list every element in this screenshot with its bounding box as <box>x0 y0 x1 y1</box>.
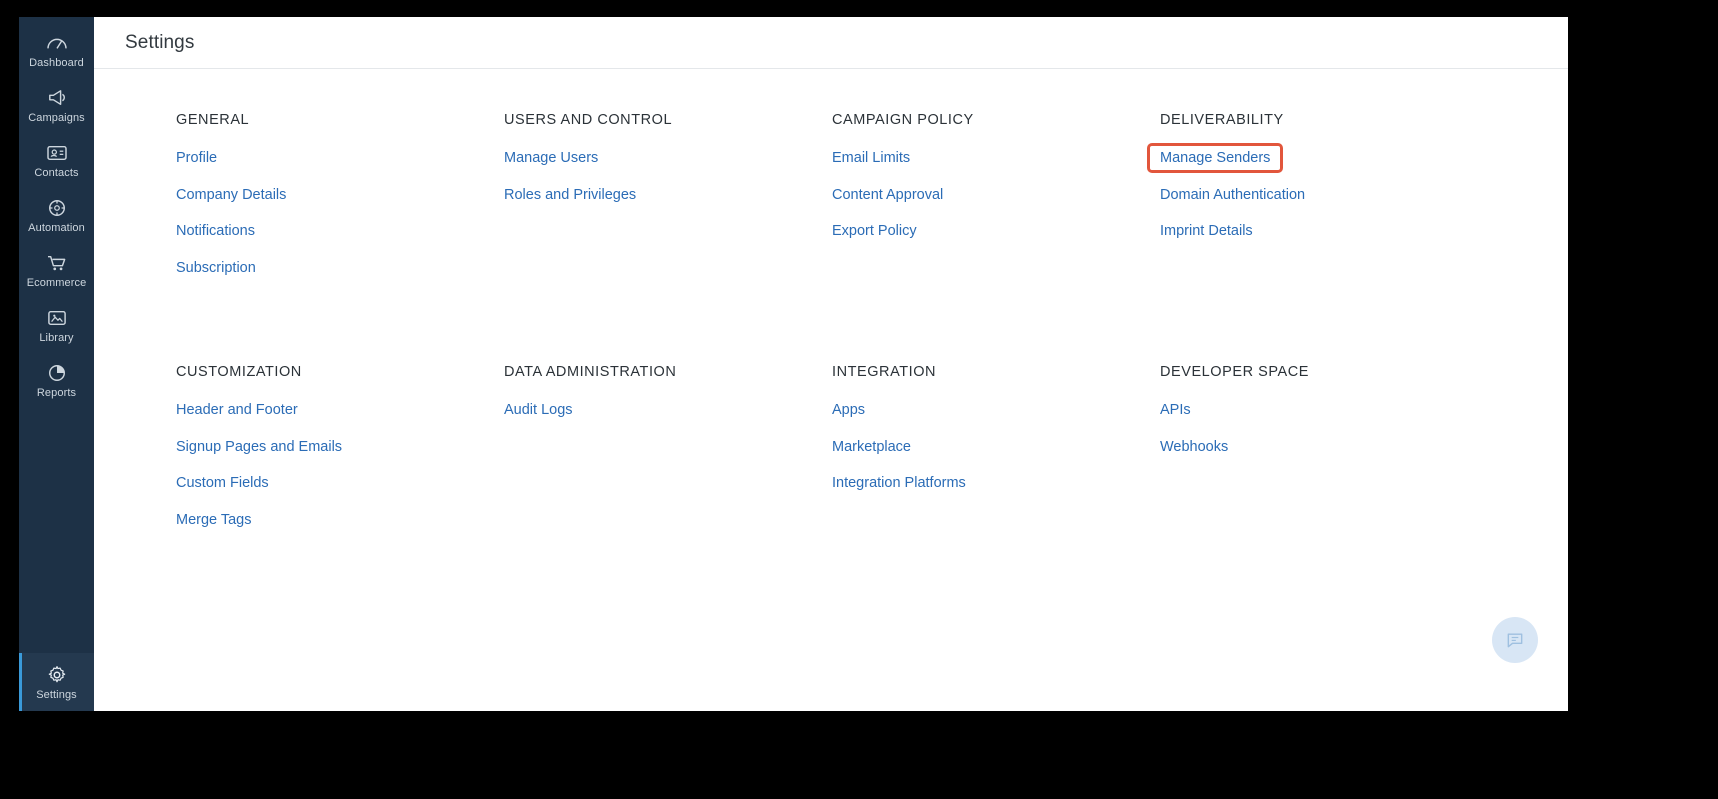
settings-group-users-and-control <box>504 112 832 326</box>
link-signup-pages-and-emails[interactable]: Signup Pages and Emails <box>176 438 343 455</box>
top-bar <box>94 17 1568 69</box>
sidebar-item-label: Campaigns <box>28 112 85 124</box>
library-icon <box>46 307 68 329</box>
group-title: GENERAL <box>176 112 250 128</box>
group-title: CAMPAIGN POLICY <box>832 112 974 128</box>
automation-icon <box>46 197 68 219</box>
main-area <box>94 17 1568 711</box>
sidebar-item-contacts[interactable] <box>19 133 94 188</box>
link-custom-fields[interactable]: Custom Fields <box>176 475 269 491</box>
sidebar-item-label: Automation <box>28 222 85 234</box>
group-links <box>1160 402 1568 475</box>
group-title: DEVELOPER SPACE <box>1160 364 1310 380</box>
app-window <box>19 17 1568 711</box>
sidebar <box>19 17 94 711</box>
group-links <box>832 402 1160 512</box>
link-subscription[interactable]: Subscription <box>176 259 256 276</box>
group-title: USERS AND CONTROL <box>504 112 673 128</box>
sidebar-item-label: Reports <box>36 387 77 399</box>
cart-icon <box>46 252 68 274</box>
group-links <box>176 150 504 296</box>
group-links <box>176 402 504 548</box>
sidebar-item-label: Ecommerce <box>26 277 87 289</box>
gear-icon <box>46 664 68 686</box>
settings-grid <box>94 112 1568 578</box>
link-company-details[interactable]: Company Details <box>176 186 287 203</box>
chat-bubble-icon[interactable] <box>1492 617 1538 663</box>
sidebar-nav <box>19 17 94 408</box>
settings-group-customization <box>176 364 504 578</box>
contact-card-icon <box>46 142 68 164</box>
sidebar-item-label: Dashboard <box>29 57 84 69</box>
settings-group-integration <box>832 364 1160 578</box>
settings-group-data-administration <box>504 364 832 578</box>
link-roles-and-privileges[interactable]: Roles and Privileges <box>504 186 637 203</box>
link-webhooks[interactable]: Webhooks <box>1160 438 1229 455</box>
link-merge-tags[interactable]: Merge Tags <box>176 511 252 528</box>
link-imprint-details[interactable]: Imprint Details <box>1160 223 1253 239</box>
group-title: DATA ADMINISTRATION <box>504 364 677 380</box>
link-domain-authentication[interactable]: Domain Authentication <box>1160 186 1306 203</box>
sidebar-item-reports[interactable] <box>19 353 94 408</box>
sidebar-item-ecommerce[interactable] <box>19 243 94 298</box>
settings-group-general <box>176 112 504 326</box>
settings-group-developer-space <box>1160 364 1568 578</box>
link-notifications[interactable]: Notifications <box>176 223 255 239</box>
link-profile[interactable]: Profile <box>176 150 218 166</box>
link-marketplace[interactable]: Marketplace <box>832 438 911 455</box>
sidebar-item-campaigns[interactable] <box>19 78 94 133</box>
group-links <box>504 402 832 439</box>
link-manage-users[interactable]: Manage Users <box>504 150 599 166</box>
group-title: DELIVERABILITY <box>1160 112 1284 128</box>
link-audit-logs[interactable]: Audit Logs <box>504 402 573 418</box>
megaphone-icon <box>46 87 68 109</box>
sidebar-footer <box>19 653 94 711</box>
settings-group-deliverability <box>1160 112 1568 326</box>
link-manage-senders[interactable]: Manage Senders <box>1150 146 1280 170</box>
pie-chart-icon <box>46 362 68 384</box>
group-links <box>1160 150 1568 260</box>
sidebar-item-label: Contacts <box>34 167 79 179</box>
group-links <box>832 150 1160 260</box>
link-header-and-footer[interactable]: Header and Footer <box>176 402 298 418</box>
group-title: INTEGRATION <box>832 364 937 380</box>
sidebar-item-label: Library <box>39 332 74 344</box>
sidebar-item-dashboard[interactable] <box>19 23 94 78</box>
settings-group-campaign-policy <box>832 112 1160 326</box>
link-content-approval[interactable]: Content Approval <box>832 186 944 203</box>
group-links <box>504 150 832 223</box>
link-apis[interactable]: APIs <box>1160 402 1191 418</box>
dashboard-icon <box>46 32 68 54</box>
group-title: CUSTOMIZATION <box>176 364 302 380</box>
page-title: Settings <box>125 31 195 53</box>
link-apps[interactable]: Apps <box>832 402 866 418</box>
link-integration-platforms[interactable]: Integration Platforms <box>832 475 966 491</box>
settings-content <box>94 69 1568 711</box>
link-export-policy[interactable]: Export Policy <box>832 223 917 239</box>
sidebar-item-library[interactable] <box>19 298 94 353</box>
sidebar-item-label: Settings <box>36 688 77 701</box>
link-email-limits[interactable]: Email Limits <box>832 150 911 166</box>
sidebar-item-automation[interactable] <box>19 188 94 243</box>
sidebar-item-settings[interactable] <box>19 653 94 711</box>
